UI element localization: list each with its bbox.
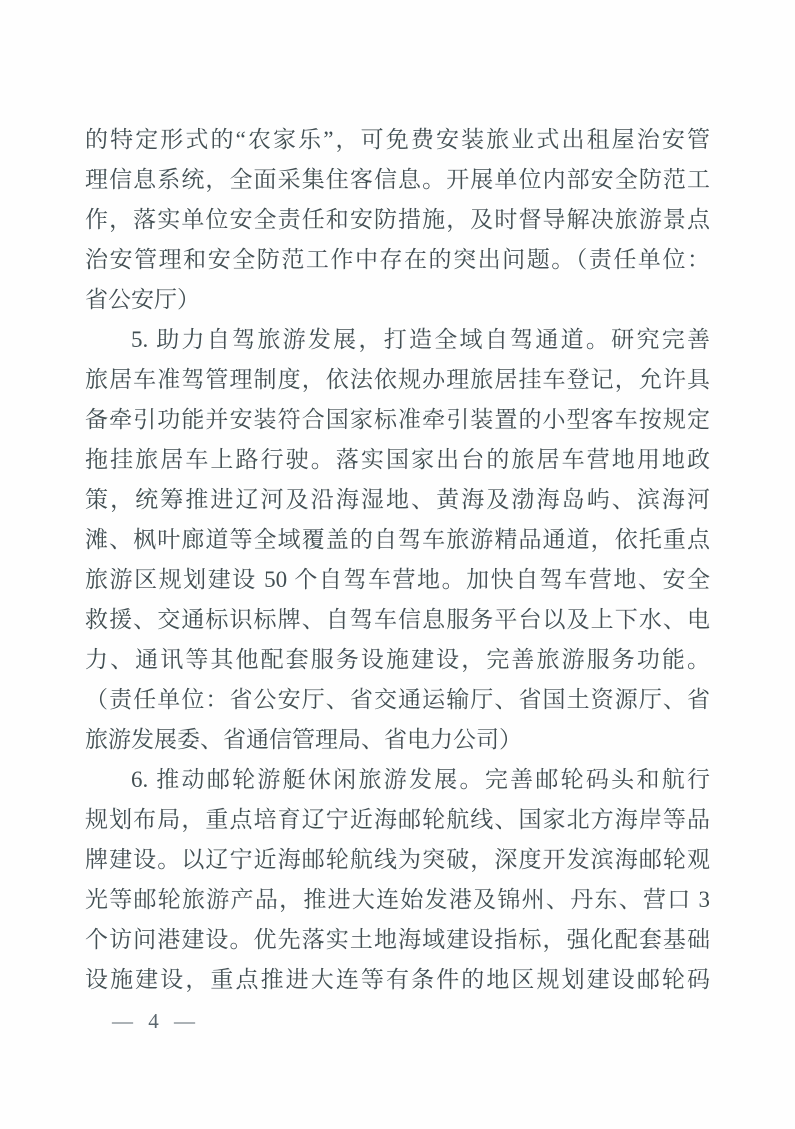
page-number: — 4 — bbox=[112, 1009, 200, 1033]
text-line: 备牵引功能并安装符合国家标准牵引装置的小型客车按规定 bbox=[85, 407, 710, 432]
text-line: 个访问港建设。优先落实土地海域建设指标，强化配套基础 bbox=[85, 927, 710, 952]
text-line: 光等邮轮旅游产品，推进大连始发港及锦州、丹东、营口 3 bbox=[85, 887, 710, 912]
text-line: 旅游区规划建设 50 个自驾车营地。加快自驾车营地、安全 bbox=[85, 567, 710, 592]
text-line: 力、通讯等其他配套服务设施建设，完善旅游服务功能。 bbox=[85, 647, 710, 672]
text-line: 策，统筹推进辽河及沿海湿地、黄海及渤海岛屿、滨海河 bbox=[85, 487, 710, 512]
text-line: 治安管理和安全防范工作中存在的突出问题。（责任单位： bbox=[85, 247, 710, 272]
text-line: （责任单位：省公安厅、省交通运输厅、省国土资源厅、省 bbox=[85, 687, 710, 712]
text-line: 省公安厅） bbox=[85, 287, 200, 312]
text-line: 作，落实单位安全责任和安防措施，及时督导解决旅游景点 bbox=[85, 207, 710, 232]
text-line: 牌建设。以辽宁近海邮轮航线为突破，深度开发滨海邮轮观 bbox=[85, 847, 710, 872]
text-line: 规划布局，重点培育辽宁近海邮轮航线、国家北方海岸等品 bbox=[85, 807, 710, 832]
text-line-item-5: 5. 助力自驾旅游发展，打造全域自驾通道。研究完善 bbox=[131, 327, 710, 352]
text-line: 旅游发展委、省通信管理局、省电力公司） bbox=[85, 727, 522, 752]
text-line: 救援、交通标识标牌、自驾车信息服务平台以及上下水、电 bbox=[85, 607, 710, 632]
text-line: 滩、枫叶廊道等全域覆盖的自驾车旅游精品通道，依托重点 bbox=[85, 527, 710, 552]
text-line: 的特定形式的“农家乐”，可免费安装旅业式出租屋治安管 bbox=[85, 127, 710, 152]
document-body bbox=[85, 120, 710, 1000]
text-line: 设施建设，重点推进大连等有条件的地区规划建设邮轮码 bbox=[85, 967, 710, 992]
text-line: 理信息系统，全面采集住客信息。开展单位内部安全防范工 bbox=[85, 167, 710, 192]
text-line: 拖挂旅居车上路行驶。落实国家出台的旅居车营地用地政 bbox=[85, 447, 710, 472]
text-line: 旅居车准驾管理制度，依法依规办理旅居挂车登记，允许具 bbox=[85, 367, 710, 392]
text-line-item-6: 6. 推动邮轮游艇休闲旅游发展。完善邮轮码头和航行 bbox=[131, 767, 710, 792]
